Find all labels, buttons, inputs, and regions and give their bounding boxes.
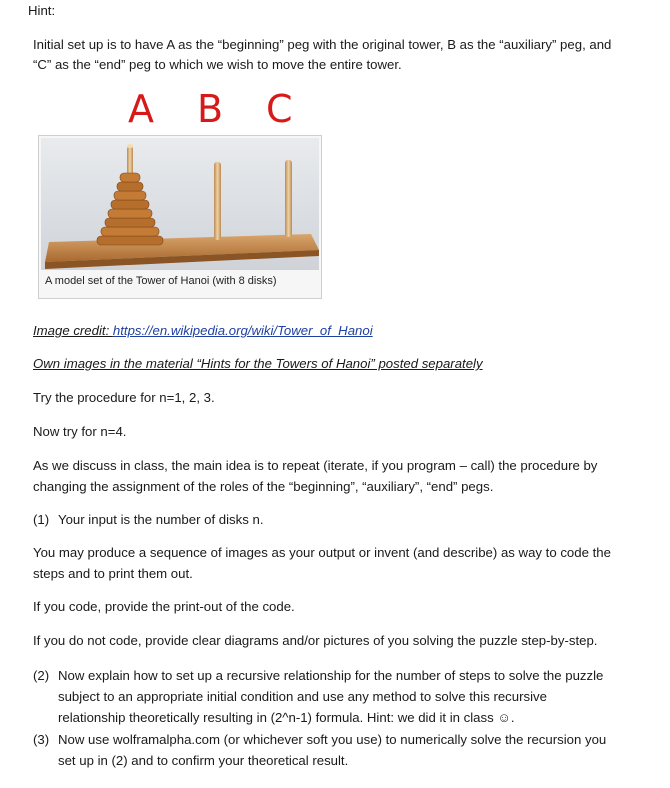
produce-line-1: You may produce a sequence of images as your output or invent (and describe) as way to code the (33, 545, 611, 560)
list-item-3-line-2: set up in (2) and to confirm your theoretical result. (58, 753, 349, 768)
peg-c (285, 160, 292, 237)
tower-of-hanoi-figure (38, 135, 322, 299)
image-credit-link[interactable]: https://en.wikipedia.org/wiki/Tower_of_Hanoi (112, 323, 373, 338)
tower-of-hanoi-photo (41, 138, 319, 270)
own-images-link[interactable]: Own images in the material “Hints for the Towers of Hanoi” posted separately (33, 356, 483, 371)
if-not-code-text: If you do not code, provide clear diagrams and/or pictures of you solving the puzzle step-by-step. (33, 633, 598, 648)
intro-line-1: Initial set up is to have A as the “beginning” peg with the original tower, B as the “auxiliary” peg, and (33, 37, 612, 52)
list-item-2-line-2: subject to an appropriate initial condition and use any method to solve this recursive (58, 689, 547, 704)
peg-label-a: A (128, 87, 154, 131)
list-item-2-line-1: Now explain how to set up a recursive relationship for the number of steps to solve the puzzle (58, 668, 604, 683)
discuss-line-1: As we discuss in class, the main idea is to repeat (iterate, if you program – call) the procedure by (33, 458, 598, 473)
peg-b (214, 162, 221, 240)
list-number-1: (1) (33, 512, 50, 527)
peg-label-c: C (266, 87, 293, 131)
try-n-1-2-3: Try the procedure for n=1, 2, 3. (33, 390, 215, 405)
list-item-1-text: Your input is the number of disks n. (58, 512, 264, 527)
if-code-text: If you code, provide the print-out of the code. (33, 599, 295, 614)
discuss-line-2: changing the assignment of the roles of the “beginning”, “auxiliary”, “end” pegs. (33, 479, 494, 494)
hint-label: Hint: (28, 3, 56, 18)
list-number-2: (2) (33, 668, 50, 683)
intro-line-2: “C” as the “end” peg to which we wish to move the entire tower. (33, 57, 402, 72)
list-item-2-line-3: relationship theoretically resulting in (2^n-1) formula. Hint: we did it in class ☺. (58, 710, 515, 725)
list-number-3: (3) (33, 732, 50, 747)
image-credit-label: Image credit: (33, 323, 113, 338)
peg-label-b: B (197, 87, 224, 131)
figure-caption: A model set of the Tower of Hanoi (with 8 disks) (45, 275, 277, 287)
produce-line-2: steps and to print them out. (33, 566, 193, 581)
try-n-4: Now try for n=4. (33, 424, 127, 439)
list-item-3-line-1: Now use wolframalpha.com (or whichever soft you use) to numerically solve the recursion you (58, 732, 607, 747)
image-credit (33, 322, 373, 340)
